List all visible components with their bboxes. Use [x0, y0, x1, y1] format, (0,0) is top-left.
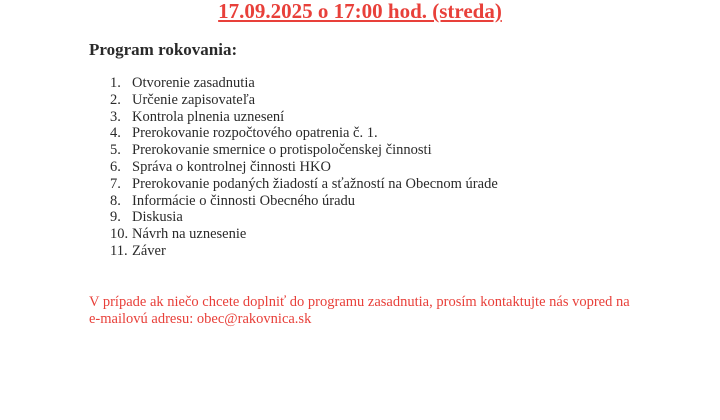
- agenda-item-label: Záver: [132, 242, 166, 259]
- agenda-item-number: 6.: [110, 158, 121, 175]
- agenda-item: [110, 109, 498, 126]
- agenda-item-number: 10.: [110, 226, 129, 243]
- contact-email-link[interactable]: obec@rakovnica.sk: [196, 311, 312, 327]
- agenda-item: [110, 125, 498, 142]
- agenda-item-number: 8.: [110, 192, 121, 209]
- contact-notice: [89, 294, 669, 328]
- agenda-item-number: 11.: [110, 242, 128, 259]
- agenda-item: [110, 193, 498, 210]
- agenda-item-label: Prerokovanie rozpočtového opatrenia č. 1.: [132, 125, 378, 142]
- agenda-item-number: 9.: [110, 209, 121, 226]
- agenda-item-number: 2.: [110, 91, 121, 108]
- agenda-item-number: 1.: [110, 75, 121, 91]
- agenda-item: [110, 226, 498, 243]
- agenda-item-label: Správa o kontrolnej činnosti HKO: [132, 158, 331, 175]
- agenda-item-number: 7.: [110, 175, 121, 192]
- agenda-item: [110, 142, 498, 159]
- agenda-item-label: Informácie o činnosti Obecného úradu: [132, 192, 356, 209]
- program-title: Program rokovania:: [89, 40, 238, 59]
- agenda-item-label: Prerokovanie smernice o protispoločenskej činnosti: [132, 142, 432, 159]
- agenda-item-number: 4.: [110, 125, 121, 142]
- agenda-item-label: Prerokovanie podaných žiadostí a sťažností na Obecnom úrade: [132, 175, 498, 192]
- agenda-item: [110, 209, 498, 226]
- agenda-list: [110, 75, 498, 260]
- notice-line-1: V prípade ak niečo chcete doplniť do programu zasadnutia, prosím kontaktujte nás vopred na: [89, 294, 630, 310]
- agenda-item-number: 5.: [110, 142, 121, 159]
- agenda-item: [110, 159, 498, 176]
- agenda-item-label: Kontrola plnenia uznesení: [132, 108, 285, 125]
- agenda-item-number: 3.: [110, 108, 121, 125]
- agenda-item: [110, 92, 498, 109]
- agenda-item: [110, 243, 498, 260]
- notice-line-2: [89, 311, 669, 328]
- agenda-item-label: Otvorenie zasadnutia: [132, 75, 255, 91]
- notice-email-prefix: e-mailovú adresu:: [89, 311, 197, 327]
- agenda-item-label: Návrh na uznesenie: [132, 226, 247, 243]
- agenda-item-label: Diskusia: [132, 209, 183, 226]
- agenda-item: [110, 176, 498, 193]
- agenda-item: [110, 75, 498, 92]
- agenda-item-label: Určenie zapisovateľa: [132, 91, 256, 108]
- meeting-date-heading: 17.09.2025 o 17:00 hod. (streda): [218, 0, 502, 23]
